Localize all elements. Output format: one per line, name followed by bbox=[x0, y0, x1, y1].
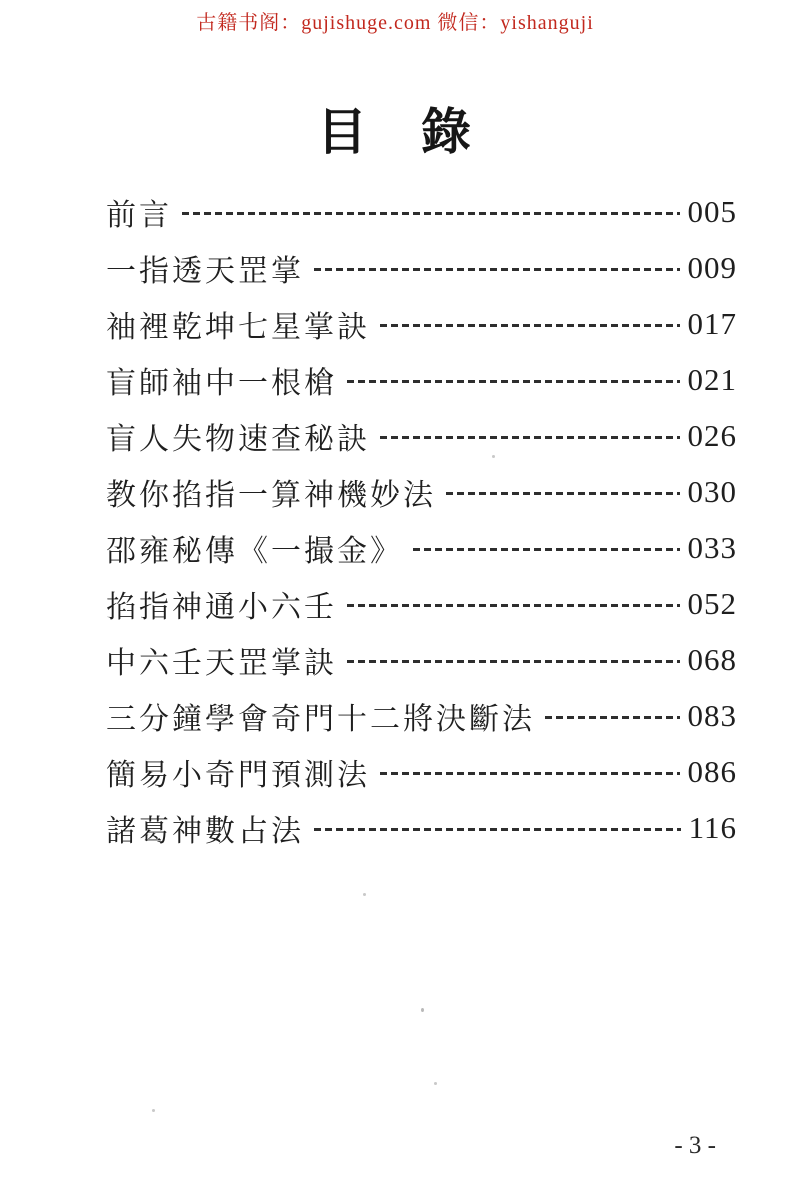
toc-entry bbox=[106, 408, 737, 464]
toc-entry-title: 邵雍秘傳《一撮金》 bbox=[106, 535, 403, 568]
page-title: 目 錄 bbox=[317, 104, 473, 160]
toc-entry-title: 中六壬天罡掌訣 bbox=[106, 647, 337, 680]
toc-entry-title: 盲人失物速查秘訣 bbox=[106, 423, 370, 456]
toc-entry-page: 083 bbox=[687, 698, 737, 733]
toc-entry-page: 030 bbox=[687, 474, 737, 509]
toc-entry-page: 021 bbox=[687, 362, 737, 397]
toc-entry-page: 009 bbox=[687, 250, 737, 285]
scan-speck bbox=[363, 893, 366, 896]
toc-entry-title: 前言 bbox=[106, 199, 172, 232]
toc-entry-title: 袖裡乾坤七星掌訣 bbox=[106, 311, 370, 344]
toc-entry bbox=[106, 184, 737, 240]
toc-entry bbox=[106, 296, 737, 352]
toc-leader-dashes bbox=[413, 548, 680, 551]
toc-list bbox=[106, 184, 737, 856]
toc-entry-title: 教你掐指一算神機妙法 bbox=[106, 479, 436, 512]
toc-entry-title: 一指透天罡掌 bbox=[106, 255, 304, 288]
toc-entry-page: 017 bbox=[687, 306, 737, 341]
toc-leader-dashes bbox=[347, 604, 680, 607]
scan-speck bbox=[434, 1082, 437, 1085]
toc-entry-page: 116 bbox=[688, 810, 737, 845]
toc-entry-page: 005 bbox=[687, 194, 737, 229]
toc-entry-page: 068 bbox=[687, 642, 737, 677]
toc-entry bbox=[106, 352, 737, 408]
toc-entry-page: 052 bbox=[687, 586, 737, 621]
toc-leader-dashes bbox=[380, 436, 680, 439]
toc-leader-dashes bbox=[347, 660, 680, 663]
scan-speck bbox=[421, 1008, 424, 1012]
toc-leader-dashes bbox=[182, 212, 680, 215]
toc-entry bbox=[106, 688, 737, 744]
toc-entry-title: 盲師袖中一根槍 bbox=[106, 367, 337, 400]
toc-leader-dashes bbox=[314, 268, 680, 271]
toc-leader-dashes bbox=[314, 828, 681, 831]
toc-leader-dashes bbox=[446, 492, 680, 495]
footer-page-number: - 3 - bbox=[674, 1132, 716, 1159]
toc-entry bbox=[106, 744, 737, 800]
toc-leader-dashes bbox=[380, 772, 680, 775]
toc-entry-title: 諸葛神數占法 bbox=[106, 815, 304, 848]
toc-entry-page: 086 bbox=[687, 754, 737, 789]
scan-speck bbox=[152, 1109, 155, 1112]
toc-entry bbox=[106, 632, 737, 688]
watermark-header: 古籍书阁：gujishuge.com 微信：yishanguji bbox=[196, 12, 594, 34]
toc-entry-title: 簡易小奇門預測法 bbox=[106, 759, 370, 792]
toc-leader-dashes bbox=[380, 324, 680, 327]
toc-entry bbox=[106, 240, 737, 296]
toc-entry bbox=[106, 520, 737, 576]
toc-entry-title: 掐指神通小六壬 bbox=[106, 591, 337, 624]
toc-entry-title: 三分鐘學會奇門十二將決斷法 bbox=[106, 703, 535, 736]
scan-speck bbox=[492, 455, 495, 458]
toc-entry-page: 033 bbox=[687, 530, 737, 565]
toc-leader-dashes bbox=[347, 380, 680, 383]
toc-entry bbox=[106, 800, 737, 856]
toc-entry bbox=[106, 464, 737, 520]
toc-entry-page: 026 bbox=[687, 418, 737, 453]
toc-leader-dashes bbox=[545, 716, 680, 719]
toc-entry bbox=[106, 576, 737, 632]
